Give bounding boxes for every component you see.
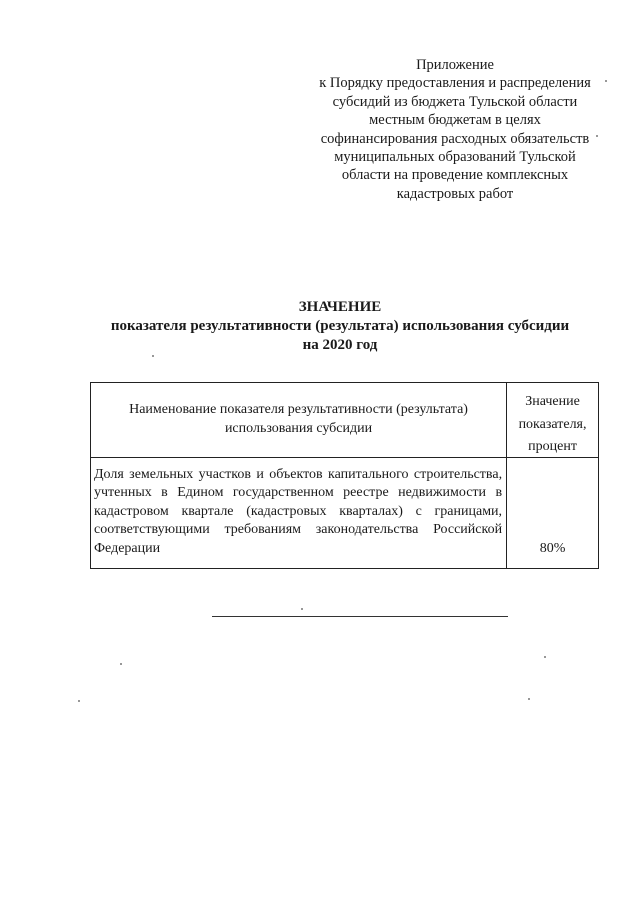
scan-speck: [528, 698, 530, 700]
scan-speck: [120, 663, 122, 665]
header-value-line: показателя,: [518, 416, 587, 432]
table-row: [91, 457, 599, 569]
table-header-row: [91, 383, 599, 458]
title-heading: ЗНАЧЕНИЕ: [298, 299, 382, 315]
scan-speck: [152, 355, 154, 357]
document-title: [60, 298, 620, 355]
appendix-line: к Порядку предоставления и распределения: [319, 75, 591, 92]
appendix-line: субсидий из бюджета Тульской области: [332, 93, 578, 110]
header-value-line: Значение: [525, 394, 580, 409]
appendix-line: кадастровых работ: [396, 185, 514, 202]
appendix-line: муниципальных образований Тульской: [334, 149, 576, 166]
indicator-table: [90, 382, 599, 569]
scan-speck: [78, 700, 80, 702]
separator-line: [212, 616, 508, 617]
title-year: на 2020 год: [302, 337, 378, 353]
scan-speck: [544, 656, 546, 658]
scan-speck: [301, 608, 303, 610]
indicator-value-cell: 80%: [507, 457, 599, 569]
appendix-block: [300, 56, 610, 203]
header-indicator-value: [507, 383, 599, 458]
indicator-name-cell: Доля земельных участков и объектов капитального строительства, учтенных в Едином государственном реестре недвижимости в кадастровом квартале (кадастровых кварталах) с границами, соответствующими требованиям законодательства Российской Федерации: [91, 457, 507, 569]
header-value-line: процент: [528, 439, 577, 454]
title-subject: показателя результативности (результата) использования субсидии: [110, 318, 570, 334]
scan-speck: [596, 135, 598, 137]
appendix-line: местным бюджетам в целях: [369, 112, 541, 129]
appendix-line: Приложение: [416, 57, 494, 73]
scan-speck: [605, 80, 607, 82]
header-indicator-name-text: Наименование показателя результативности (результата) использования субсидии: [129, 402, 468, 436]
header-indicator-name: [91, 383, 507, 458]
appendix-line: области на проведение комплексных: [341, 167, 569, 184]
appendix-line: софинансирования расходных обязательств: [320, 130, 590, 147]
